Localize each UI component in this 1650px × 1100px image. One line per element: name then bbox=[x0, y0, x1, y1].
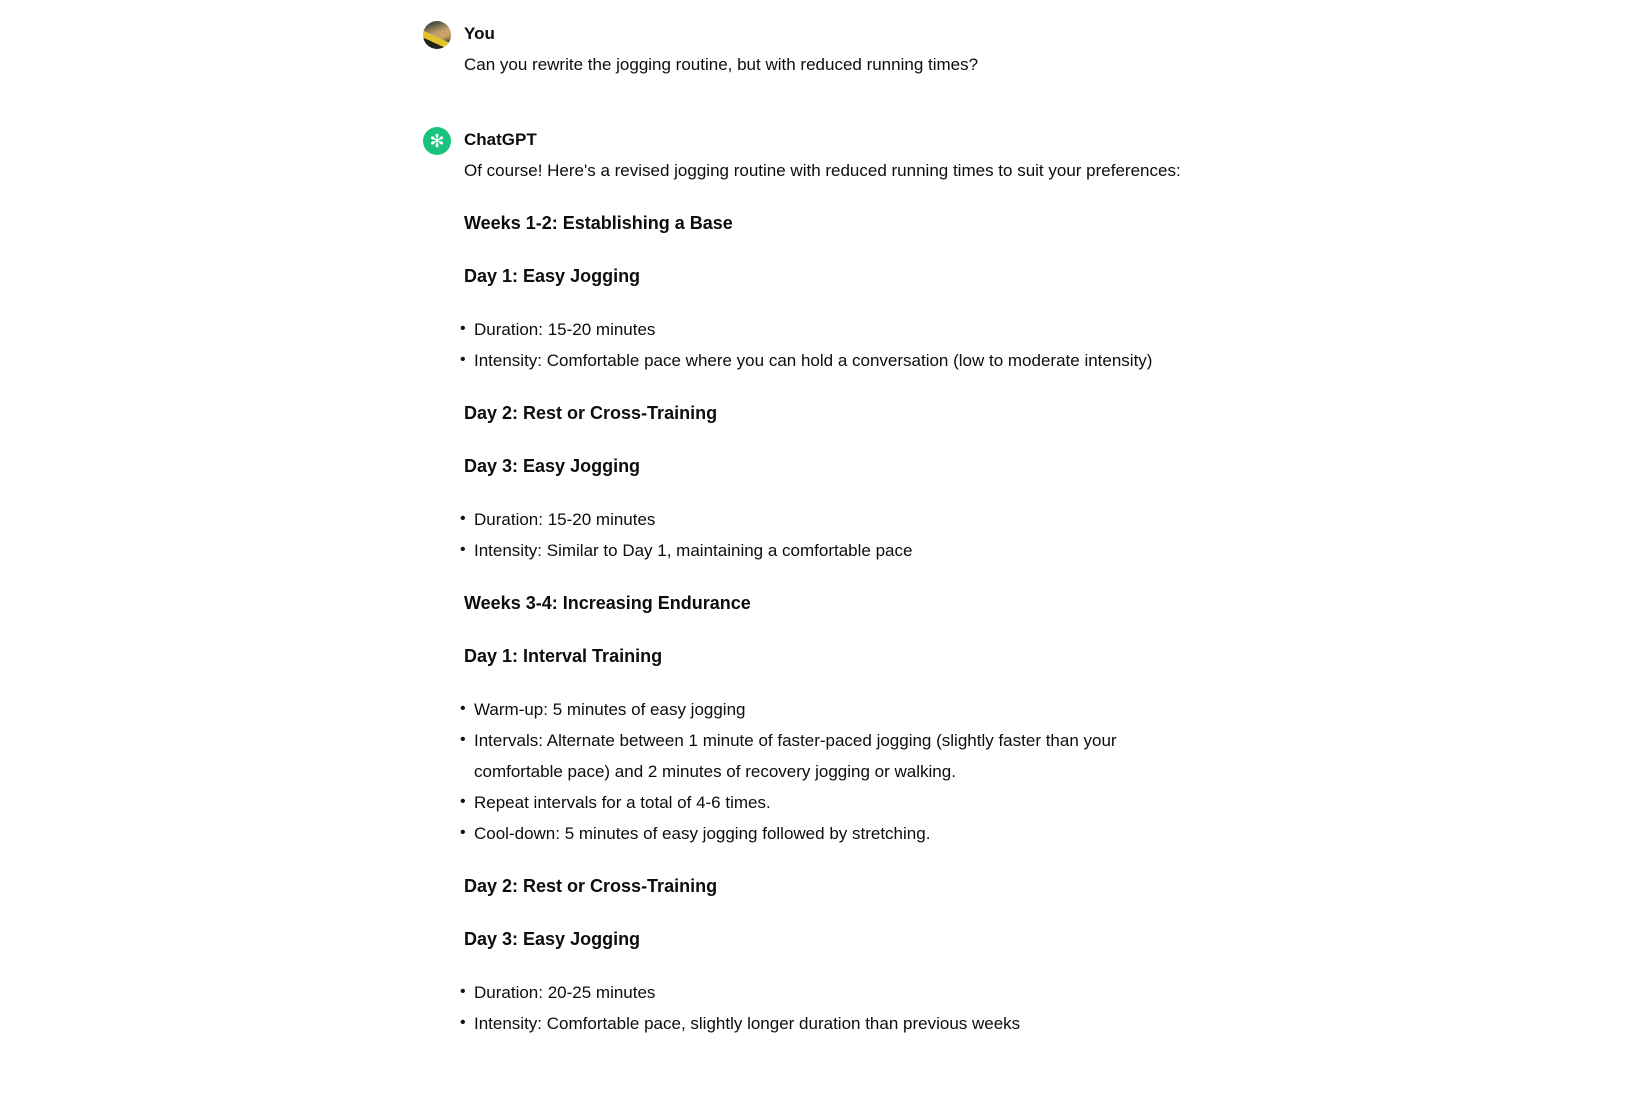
list-item: • Repeat intervals for a total of 4-6 times. bbox=[474, 787, 1194, 818]
message-content bbox=[464, 18, 1194, 80]
openai-logo-icon: ✻ bbox=[429, 131, 445, 151]
list-item: • Intensity: Comfortable pace, slightly longer duration than previous weeks bbox=[474, 1008, 1194, 1039]
section-heading: Weeks 3-4: Increasing Endurance bbox=[464, 593, 751, 613]
section-heading: Day 1: Easy Jogging bbox=[464, 266, 641, 286]
list-item: • Cool-down: 5 minutes of easy jogging followed by stretching. bbox=[474, 818, 1194, 849]
user-avatar bbox=[423, 21, 451, 49]
message-content bbox=[464, 124, 1194, 1039]
section-heading: Day 2: Rest or Cross-Training bbox=[464, 876, 718, 896]
list-item: • Intervals: Alternate between 1 minute of faster-paced jogging (slightly faster than your comfortable pace) and 2 minutes of recovery jogging or walking. bbox=[474, 725, 1194, 787]
message-user bbox=[423, 18, 1650, 80]
section-heading: Day 3: Easy Jogging bbox=[464, 929, 641, 949]
list-item: • Duration: 20-25 minutes bbox=[474, 977, 1194, 1008]
sender-name: You bbox=[464, 24, 495, 43]
section-heading: Day 1: Interval Training bbox=[464, 646, 663, 666]
list-item: • Intensity: Comfortable pace where you can hold a conversation (low to moderate intensity) bbox=[474, 345, 1194, 376]
avatar-column bbox=[423, 18, 451, 49]
message-assistant bbox=[423, 124, 1650, 1039]
message-list bbox=[423, 18, 1650, 1039]
bullet-list bbox=[464, 694, 1194, 849]
section-heading: Weeks 1-2: Establishing a Base bbox=[464, 213, 733, 233]
bullet-list bbox=[464, 314, 1194, 376]
list-item: • Warm-up: 5 minutes of easy jogging bbox=[474, 694, 1194, 725]
chatgpt-avatar bbox=[423, 127, 451, 155]
list-item: • Duration: 15-20 minutes bbox=[474, 504, 1194, 535]
list-item: • Intensity: Similar to Day 1, maintaining a comfortable pace bbox=[474, 535, 1194, 566]
bullet-list bbox=[464, 504, 1194, 566]
bullet-list bbox=[464, 977, 1194, 1039]
section-heading: Day 2: Rest or Cross-Training bbox=[464, 403, 718, 423]
message-paragraph: Can you rewrite the jogging routine, but with reduced running times? bbox=[464, 55, 979, 74]
avatar-column bbox=[423, 124, 451, 155]
list-item: • Duration: 15-20 minutes bbox=[474, 314, 1194, 345]
sender-name: ChatGPT bbox=[464, 130, 537, 149]
section-heading: Day 3: Easy Jogging bbox=[464, 456, 641, 476]
message-paragraph: Of course! Here's a revised jogging routine with reduced running times to suit your preferences: bbox=[464, 161, 1181, 180]
